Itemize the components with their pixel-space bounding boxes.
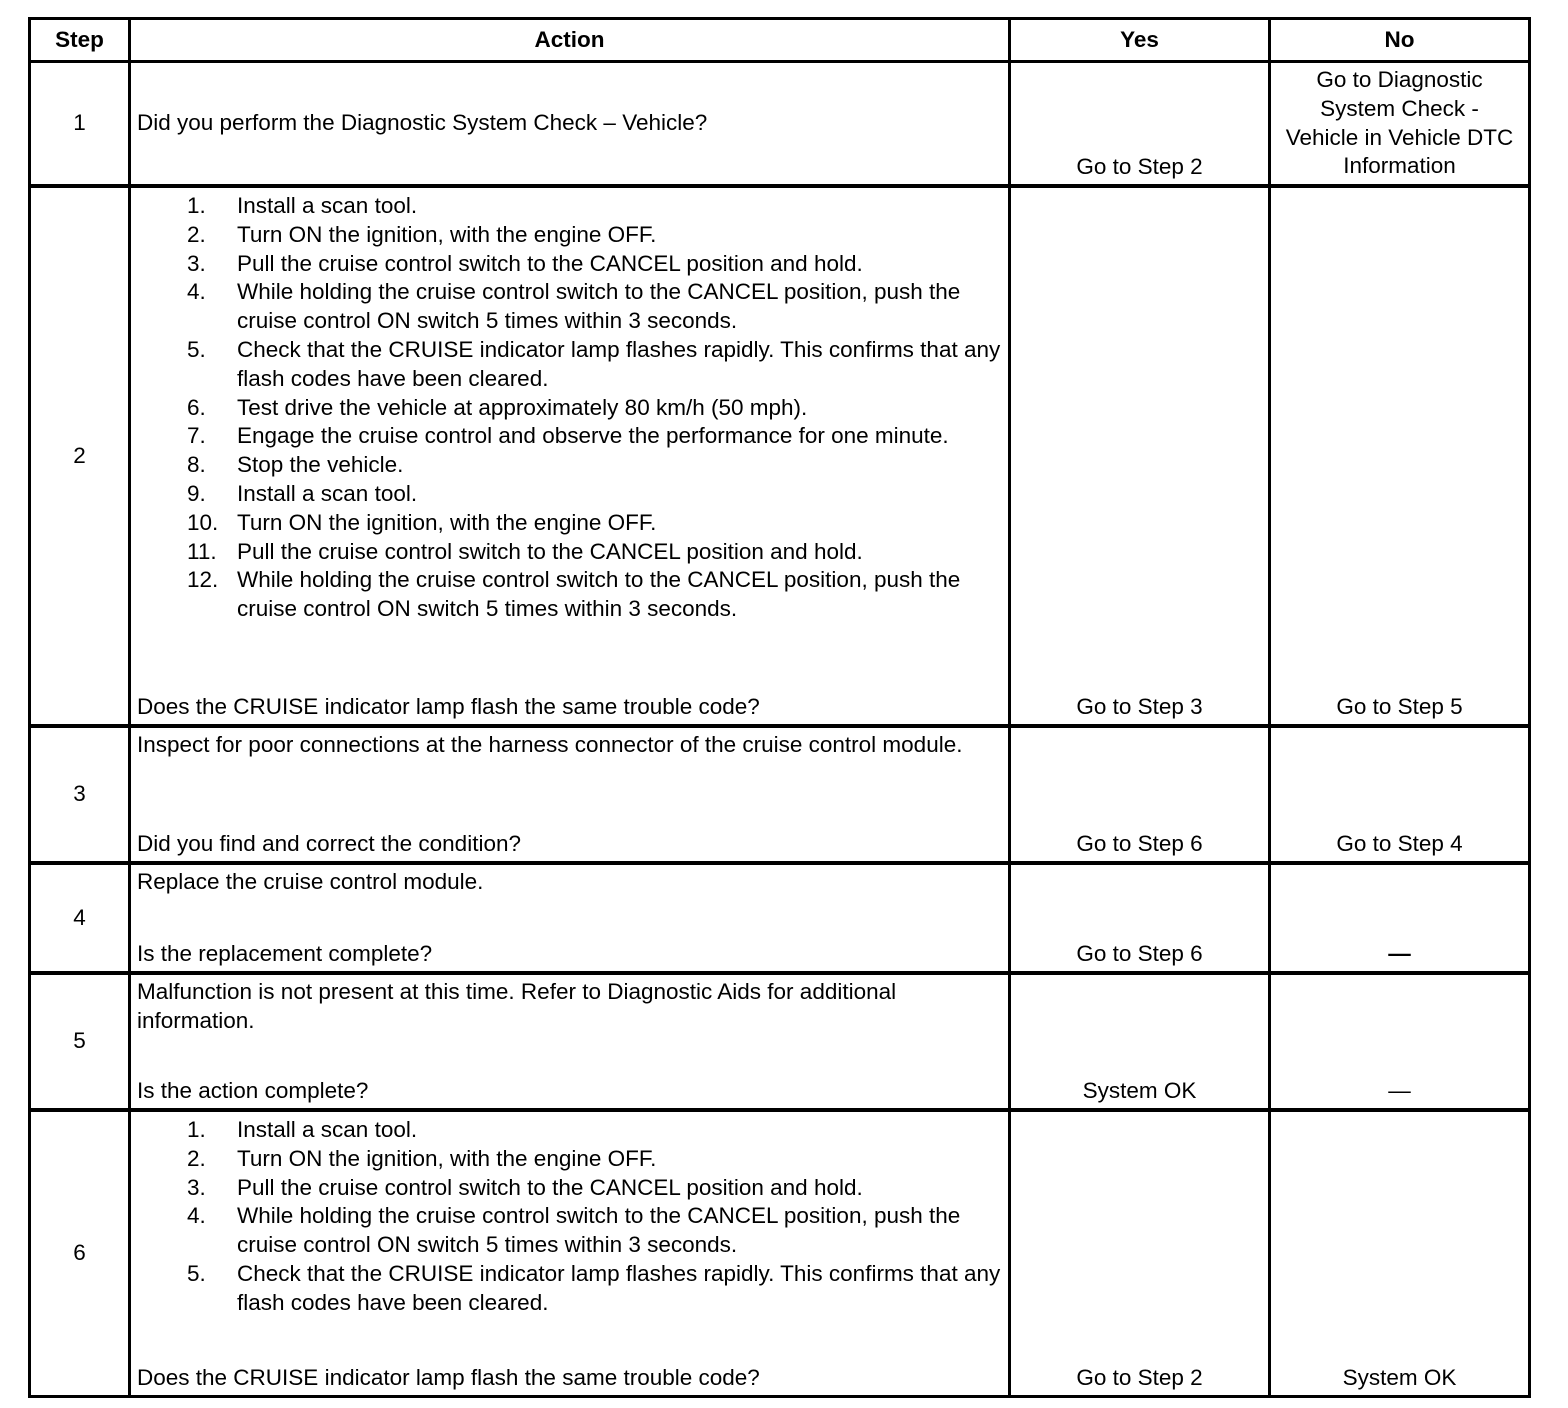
action-cell bbox=[131, 865, 1011, 975]
em-dash: — bbox=[1388, 1078, 1411, 1104]
step-number: 4 bbox=[31, 865, 131, 975]
header-step: Step bbox=[31, 20, 131, 63]
substep-text: Install a scan tool. bbox=[237, 1117, 418, 1142]
action-cell bbox=[131, 188, 1011, 728]
action-cell bbox=[131, 1112, 1011, 1395]
yes-cell: Go to Step 6 bbox=[1011, 728, 1271, 865]
substep-item bbox=[137, 1145, 1002, 1174]
substep-text: Check that the CRUISE indicator lamp flashes rapidly. This confirms that any flash codes have been cleared. bbox=[237, 336, 1001, 391]
substep-text: Pull the cruise control switch to the CANCEL position and hold. bbox=[237, 1174, 863, 1200]
substep-number: 3. bbox=[187, 1174, 206, 1200]
no-cell: System OK bbox=[1342, 1365, 1457, 1391]
substep-text: Check that the CRUISE indicator lamp flashes rapidly. This confirms that any flash codes have been cleared. bbox=[237, 1260, 1001, 1315]
action-question: Did you perform the Diagnostic System Check – Vehicle? bbox=[137, 110, 708, 136]
substep-number: 9. bbox=[187, 480, 206, 506]
substep-number: 1. bbox=[187, 1117, 206, 1142]
substep-item bbox=[137, 394, 1002, 423]
substep-number: 6. bbox=[187, 394, 206, 420]
substep-item bbox=[137, 451, 1002, 480]
substep-item bbox=[137, 250, 1002, 279]
substep-number: 10. bbox=[187, 509, 219, 535]
substep-number: 2. bbox=[187, 1145, 206, 1171]
substep-item bbox=[137, 422, 1002, 451]
action-question: Does the CRUISE indicator lamp flash the same trouble code? bbox=[137, 1365, 760, 1391]
no-cell bbox=[1271, 865, 1528, 975]
header-no: No bbox=[1271, 20, 1528, 63]
substep-text: Pull the cruise control switch to the CANCEL position and hold. bbox=[237, 250, 863, 276]
substep-number: 4. bbox=[187, 1203, 206, 1229]
header-yes: Yes bbox=[1011, 20, 1271, 63]
substep-list bbox=[137, 1112, 1002, 1318]
action-cell bbox=[131, 728, 1011, 865]
substep-list bbox=[137, 188, 1002, 624]
action-question: Is the action complete? bbox=[137, 1078, 369, 1104]
action-instruction: Replace the cruise control module. bbox=[137, 869, 484, 894]
substep-text: Turn ON the ignition, with the engine OFF. bbox=[237, 1145, 657, 1171]
step-number: 2 bbox=[31, 188, 131, 728]
substep-number: 5. bbox=[187, 1260, 206, 1286]
em-dash: — bbox=[1388, 941, 1411, 967]
substep-text: Turn ON the ignition, with the engine OFF. bbox=[237, 221, 657, 247]
substep-number: 1. bbox=[187, 193, 206, 218]
substep-item bbox=[137, 1202, 1002, 1260]
substep-number: 8. bbox=[187, 452, 206, 478]
substep-number: 3. bbox=[187, 250, 206, 276]
substep-text: While holding the cruise control switch to the CANCEL position, push the cruise control ON switch 5 times within 3 seconds. bbox=[237, 1203, 961, 1258]
yes-cell: Go to Step 6 bbox=[1011, 865, 1271, 975]
substep-item bbox=[137, 278, 1002, 336]
yes-cell: Go to Step 3 bbox=[1011, 188, 1271, 728]
action-instruction: Malfunction is not present at this time. Refer to Diagnostic Aids for additional information. bbox=[137, 979, 897, 1033]
substep-number: 7. bbox=[187, 423, 206, 449]
substep-text: While holding the cruise control switch to the CANCEL position, push the cruise control ON switch 5 times within 3 seconds. bbox=[237, 567, 961, 622]
substep-text: Install a scan tool. bbox=[237, 480, 418, 506]
substep-item bbox=[137, 336, 1002, 394]
substep-item bbox=[137, 566, 1002, 624]
no-cell: Go to Diagnostic System Check - Vehicle in Vehicle DTC Information bbox=[1271, 63, 1528, 188]
step-number: 1 bbox=[31, 63, 131, 188]
yes-cell: System OK bbox=[1011, 975, 1271, 1112]
substep-item bbox=[137, 221, 1002, 250]
step-number: 5 bbox=[31, 975, 131, 1112]
action-cell bbox=[131, 975, 1011, 1112]
header-action: Action bbox=[131, 20, 1011, 63]
substep-item bbox=[137, 1116, 1002, 1145]
action-cell bbox=[131, 63, 1011, 188]
substep-item bbox=[137, 480, 1002, 509]
substep-number: 4. bbox=[187, 279, 206, 305]
yes-cell: Go to Step 2 bbox=[1011, 1112, 1271, 1395]
action-question: Did you find and correct the condition? bbox=[137, 831, 521, 857]
substep-number: 2. bbox=[187, 221, 206, 247]
no-cell: Go to Step 4 bbox=[1271, 728, 1528, 865]
substep-text: While holding the cruise control switch to the CANCEL position, push the cruise control ON switch 5 times within 3 seconds. bbox=[237, 279, 961, 334]
substep-text: Install a scan tool. bbox=[237, 193, 418, 218]
no-cell bbox=[1271, 975, 1528, 1112]
action-question: Is the replacement complete? bbox=[137, 941, 433, 967]
action-instruction: Inspect for poor connections at the harness connector of the cruise control module. bbox=[137, 732, 963, 757]
substep-text: Test drive the vehicle at approximately 80 km/h (50 mph). bbox=[237, 394, 808, 420]
substep-number: 5. bbox=[187, 336, 206, 362]
substep-text: Stop the vehicle. bbox=[237, 452, 404, 478]
substep-item bbox=[137, 1260, 1002, 1318]
substep-number: 11. bbox=[187, 538, 217, 564]
substep-number: 12. bbox=[187, 567, 219, 593]
step-number: 6 bbox=[31, 1112, 131, 1395]
substep-item bbox=[137, 538, 1002, 567]
no-cell: Go to Step 5 bbox=[1271, 188, 1528, 728]
substep-item bbox=[137, 1174, 1002, 1203]
yes-cell: Go to Step 2 bbox=[1011, 63, 1271, 188]
substep-item bbox=[137, 509, 1002, 538]
substep-text: Pull the cruise control switch to the CANCEL position and hold. bbox=[237, 538, 863, 564]
action-question: Does the CRUISE indicator lamp flash the same trouble code? bbox=[137, 694, 760, 720]
diagnostic-table bbox=[28, 17, 1531, 1398]
step-number: 3 bbox=[31, 728, 131, 865]
substep-item bbox=[137, 192, 1002, 221]
substep-text: Turn ON the ignition, with the engine OFF. bbox=[237, 509, 657, 535]
substep-text: Engage the cruise control and observe the performance for one minute. bbox=[237, 423, 949, 449]
